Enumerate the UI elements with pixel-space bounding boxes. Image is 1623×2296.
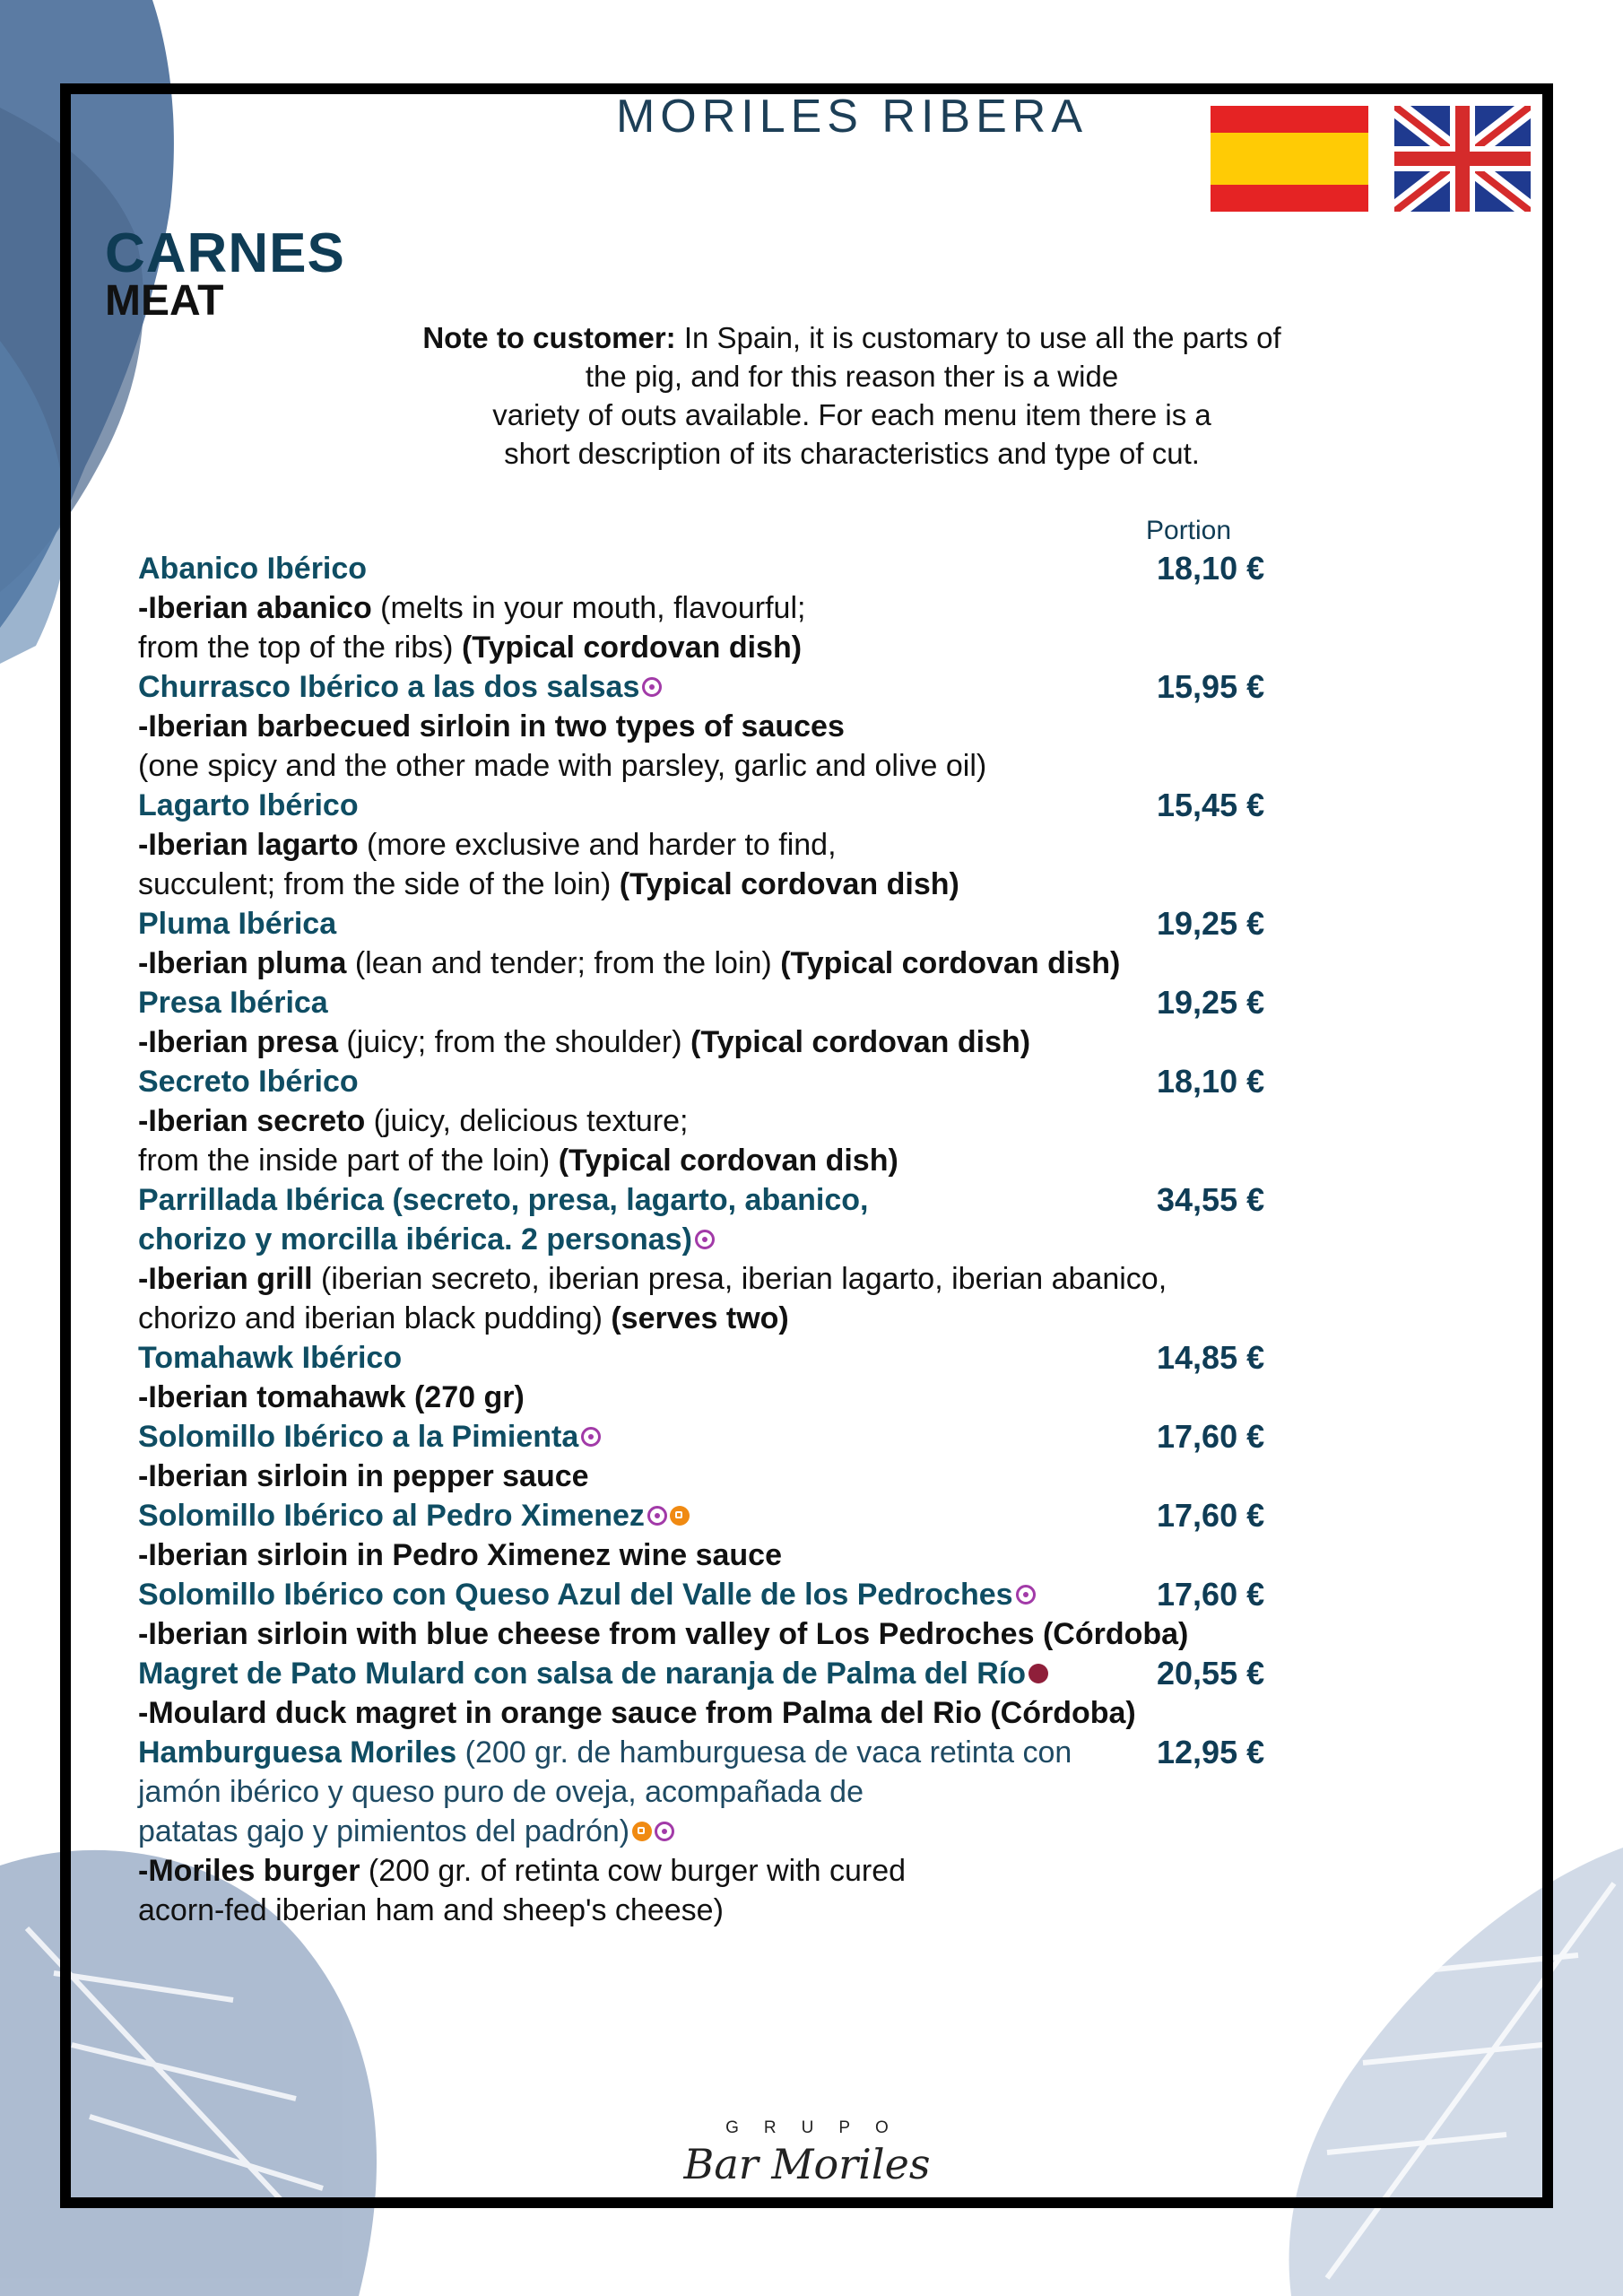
allergen-sulphites-icon <box>695 1230 715 1249</box>
dish-description: -Iberian pluma (lean and tender; from the loin) (Typical cordovan dish) <box>138 946 1121 980</box>
dish-name: Solomillo Ibérico con Queso Azul del Valle de los Pedroches <box>138 1575 1268 1614</box>
dish-description: succulent; from the side of the loin) (Typical cordovan dish) <box>138 867 959 901</box>
note-line: variety of outs available. For each menu item there is a <box>492 398 1211 431</box>
menu-item <box>138 667 1268 786</box>
dish-name: Hamburguesa Moriles (200 gr. de hamburguesa de vaca retinta con <box>138 1735 1072 1770</box>
dish-name: Solomillo Ibérico al Pedro Ximenez <box>138 1496 1268 1535</box>
dish-price: 20,55 € <box>1157 1655 1265 1692</box>
allergen-sulphites-icon <box>581 1427 601 1447</box>
menu-item <box>138 983 1268 1062</box>
dish-description: -Iberian barbecued sirloin in two types of sauces <box>138 709 845 744</box>
dish-spanish-description: jamón ibérico y queso puro de oveja, acompañada de <box>138 1775 864 1809</box>
dish-price: 14,85 € <box>1157 1339 1265 1376</box>
dish-description: from the top of the ribs) (Typical cordovan dish) <box>138 631 803 665</box>
dish-price: 17,60 € <box>1157 1497 1265 1534</box>
dish-name: Churrasco Ibérico a las dos salsas <box>138 667 1268 707</box>
uk-flag-icon[interactable] <box>1394 106 1531 212</box>
dish-description: -Iberian lagarto (more exclusive and harder to find, <box>138 828 837 862</box>
allergen-milk-icon <box>670 1506 690 1526</box>
menu-item <box>138 1654 1268 1733</box>
menu-item <box>138 1417 1268 1496</box>
dish-name: Magret de Pato Mulard con salsa de naranja de Palma del Río <box>138 1654 1268 1693</box>
customer-note <box>421 318 1282 473</box>
dish-description: -Iberian presa (juicy; from the shoulder) (Typical cordovan dish) <box>138 1025 1031 1059</box>
menu-list <box>138 549 1268 1930</box>
portion-column-label: Portion <box>1146 516 1232 545</box>
note-line: the pig, and for this reason ther is a wide <box>585 360 1119 393</box>
menu-item <box>138 1180 1268 1338</box>
allergen-sulphites-icon <box>655 1822 674 1841</box>
dish-name: Tomahawk Ibérico <box>138 1341 403 1375</box>
dish-price: 19,25 € <box>1157 905 1265 942</box>
dish-description: -Iberian sirloin in pepper sauce <box>138 1459 589 1493</box>
dish-description: chorizo and iberian black pudding) (serves two) <box>138 1301 789 1335</box>
restaurant-name: MORILES RIBERA <box>615 91 1089 143</box>
dish-price: 18,10 € <box>1157 550 1265 587</box>
allergen-milk-icon <box>632 1822 652 1841</box>
dish-name: Solomillo Ibérico a la Pimienta <box>138 1417 1268 1457</box>
dish-price: 19,25 € <box>1157 984 1265 1021</box>
allergen-sulphites-icon <box>642 677 662 697</box>
dish-name: Secreto Ibérico <box>138 1065 359 1099</box>
dish-name: chorizo y morcilla ibérica. 2 personas) <box>138 1220 1268 1259</box>
allergen-sulphites-icon <box>1016 1585 1036 1605</box>
dish-price: 15,45 € <box>1157 787 1265 823</box>
note-line: In Spain, it is customary to use all the parts of <box>675 321 1281 354</box>
dish-price: 17,60 € <box>1157 1576 1265 1613</box>
note-label: Note to customer: <box>422 321 676 354</box>
dish-name: Abanico Ibérico <box>138 552 368 586</box>
dish-description: -Iberian sirloin with blue cheese from valley of Los Pedroches (Córdoba) <box>138 1617 1189 1651</box>
dish-name: Lagarto Ibérico <box>138 788 359 822</box>
dish-description: acorn-fed iberian ham and sheep's cheese) <box>138 1893 724 1927</box>
dish-description: -Moulard duck magret in orange sauce from Palma del Rio (Córdoba) <box>138 1696 1136 1730</box>
dish-description: -Iberian tomahawk (270 gr) <box>138 1380 525 1414</box>
dish-description: from the inside part of the loin) (Typical cordovan dish) <box>138 1144 898 1178</box>
dish-description: -Iberian abanico (melts in your mouth, flavourful; <box>138 591 806 625</box>
spanish-flag-icon[interactable] <box>1211 106 1368 212</box>
menu-item <box>138 1733 1268 1930</box>
menu-item <box>138 904 1268 983</box>
dish-price: 17,60 € <box>1157 1418 1265 1455</box>
dish-description: -Iberian secreto (juicy, delicious texture; <box>138 1104 689 1138</box>
menu-item <box>138 549 1268 667</box>
dish-spanish-description: patatas gajo y pimientos del padrón) <box>138 1812 1268 1851</box>
allergen-mustard-icon <box>1028 1664 1048 1683</box>
menu-item <box>138 1575 1268 1654</box>
allergen-sulphites-icon <box>647 1506 667 1526</box>
menu-item <box>138 1062 1268 1180</box>
dish-price: 18,10 € <box>1157 1063 1265 1100</box>
section-subtitle: MEAT <box>105 277 224 325</box>
section-title: CARNES <box>105 222 345 284</box>
group-logo <box>628 2118 986 2199</box>
menu-item <box>138 1338 1268 1417</box>
dish-name: Parrillada Ibérica (secreto, presa, lagarto, abanico, <box>138 1183 869 1217</box>
note-line: short description of its characteristics and type of cut. <box>504 437 1200 470</box>
menu-item <box>138 786 1268 904</box>
dish-description: -Iberian grill (iberian secreto, iberian presa, iberian lagarto, iberian abanico, <box>138 1262 1167 1296</box>
dish-name: Presa Ibérica <box>138 986 328 1020</box>
dish-description: -Iberian sirloin in Pedro Ximenez wine sauce <box>138 1538 782 1572</box>
svg-text:Bar Moriles: Bar Moriles <box>683 2140 931 2188</box>
dish-price: 12,95 € <box>1157 1734 1265 1770</box>
dish-price: 15,95 € <box>1157 668 1265 705</box>
logo-script <box>673 2138 942 2192</box>
menu-item <box>138 1496 1268 1575</box>
dish-price: 34,55 € <box>1157 1181 1265 1218</box>
logo-group-text: GRUPO <box>725 2118 914 2137</box>
dish-name: Pluma Ibérica <box>138 907 337 941</box>
dish-description: (one spicy and the other made with parsley, garlic and olive oil) <box>138 749 987 783</box>
dish-description: -Moriles burger (200 gr. of retinta cow burger with cured <box>138 1854 907 1888</box>
